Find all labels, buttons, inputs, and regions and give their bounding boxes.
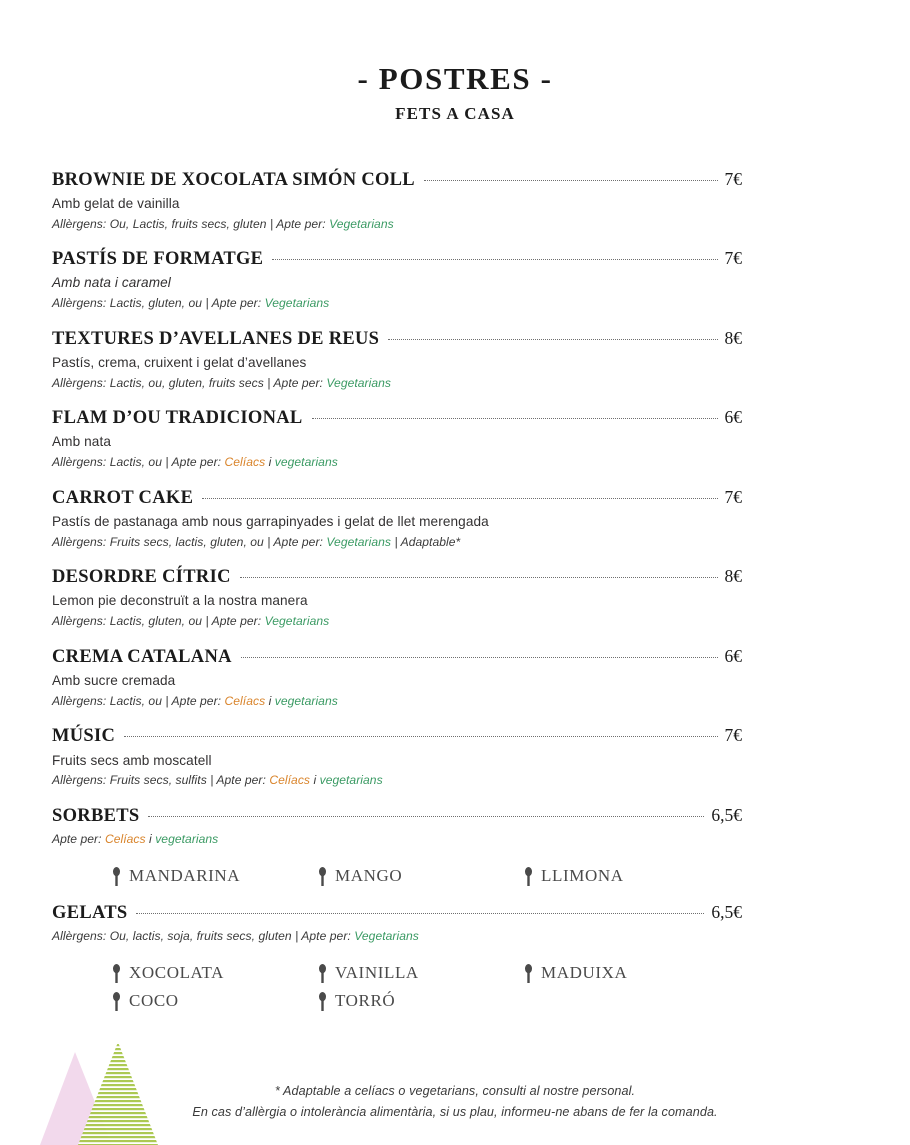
- allergens-label: Allèrgens:: [52, 693, 110, 708]
- menu-item: [52, 248, 742, 312]
- section-price: 6,5€: [711, 804, 742, 825]
- item-header: [52, 487, 742, 510]
- allergen-line: [52, 376, 742, 392]
- suitable-label: Apte per:: [211, 296, 265, 311]
- allergens-label: Allèrgens:: [52, 455, 110, 470]
- spoon-icon: [524, 867, 533, 886]
- suitable-vegetarian: vegetarians: [155, 832, 219, 847]
- item-description: Lemon pie deconstruït a la nostra manera: [52, 593, 308, 609]
- suitable-join: i: [265, 455, 275, 470]
- flavour-label: LLIMONA: [541, 865, 624, 885]
- allergen-line: [52, 929, 742, 945]
- flavour-label: MADUIXA: [541, 962, 628, 982]
- item-header: [52, 248, 742, 271]
- allergen-line: [52, 694, 742, 710]
- menu-item: [52, 725, 742, 789]
- spoon-icon: [112, 964, 121, 983]
- allergens-value: Ou, lactis, soja, fruits secs, gluten: [109, 928, 292, 943]
- item-price: 8€: [724, 327, 742, 348]
- suitable-label: Apte per:: [273, 375, 327, 390]
- flavour-item: [524, 963, 730, 983]
- menu-item: [52, 566, 742, 630]
- allergen-line: [52, 614, 742, 630]
- allergens-label: Allèrgens:: [52, 614, 110, 629]
- item-name: CARROT CAKE: [52, 487, 194, 508]
- flavour-item: [318, 991, 524, 1011]
- spoon-icon: [112, 992, 121, 1011]
- allergens-label: Allèrgens:: [52, 296, 110, 311]
- allergens-value: Fruits secs, sulfits: [109, 773, 207, 788]
- item-name: BROWNIE DE XOCOLATA SIMÓN COLL: [52, 169, 415, 190]
- menu-section-sorbets: [52, 805, 742, 886]
- dot-leader: [312, 418, 718, 419]
- suitable-label: Apte per:: [171, 693, 225, 708]
- item-price: 8€: [724, 566, 742, 587]
- allergens-label: Allèrgens:: [52, 375, 110, 390]
- spoon-icon: [112, 867, 121, 886]
- suitable-vegetarian: vegetarians: [319, 773, 383, 788]
- item-price: 6€: [724, 407, 742, 428]
- item-description: Pastís de pastanaga amb nous garrapinyades i gelat de llet merengada: [52, 513, 489, 529]
- flavour-list: [112, 866, 742, 886]
- suitable-celiac: Celíacs: [269, 773, 311, 788]
- dot-leader: [124, 736, 717, 737]
- dot-leader: [148, 816, 704, 817]
- allergens-value: Lactis, ou, gluten, fruits secs: [109, 375, 264, 390]
- allergens-value: Lactis, ou: [109, 693, 162, 708]
- spoon-icon: [524, 964, 533, 983]
- suitable-label: Apte per:: [52, 832, 105, 847]
- suitable-celiac: Celíacs: [104, 832, 146, 847]
- allergens-value: Lactis, ou: [109, 455, 162, 470]
- field-separator: |: [266, 216, 277, 231]
- field-separator: |: [202, 614, 212, 629]
- allergens-value: Lactis, gluten, ou: [109, 296, 203, 311]
- section-price: 6,5€: [711, 901, 742, 922]
- flavour-item: [112, 963, 318, 983]
- allergens-label: Allèrgens:: [52, 534, 110, 549]
- flavour-item: [524, 866, 730, 886]
- item-price: 6€: [724, 645, 742, 666]
- item-description: Amb nata i caramel: [52, 275, 171, 291]
- allergen-line: [52, 296, 742, 312]
- item-price: 7€: [724, 168, 742, 189]
- allergens-value: Fruits secs, lactis, gluten, ou: [109, 534, 264, 549]
- item-price: 7€: [724, 248, 742, 269]
- allergens-value: Lactis, gluten, ou: [109, 614, 203, 629]
- allergens-label: Allèrgens:: [52, 216, 110, 231]
- menu-item: [52, 407, 742, 471]
- dot-leader: [388, 339, 717, 340]
- flavour-label: VAINILLA: [335, 962, 419, 982]
- flavour-label: XOCOLATA: [129, 962, 225, 982]
- flavour-label: MANDARINA: [129, 865, 241, 885]
- suitable-label: Apte per:: [273, 534, 327, 549]
- suitable-join: i: [310, 773, 320, 788]
- item-header: [52, 805, 742, 828]
- item-header: [52, 566, 742, 589]
- flavour-label: MANGO: [335, 865, 403, 885]
- page-subtitle: FETS A CASA: [395, 104, 515, 124]
- flavour-item: [318, 866, 524, 886]
- item-header: [52, 646, 742, 669]
- spoon-icon: [318, 992, 327, 1011]
- allergens-label: Allèrgens:: [52, 773, 110, 788]
- suitable-label: Apte per:: [301, 928, 355, 943]
- flavour-label: COCO: [129, 990, 179, 1010]
- field-separator: |: [161, 455, 172, 470]
- field-separator: |: [291, 928, 302, 943]
- item-name: TEXTURES D’AVELLANES DE REUS: [52, 328, 380, 349]
- dot-leader: [202, 498, 717, 499]
- flavour-item: [112, 991, 318, 1011]
- item-name: FLAM D’OU TRADICIONAL: [52, 408, 303, 429]
- item-header: [52, 725, 742, 748]
- suitable-vegetarian: Vegetarians: [326, 534, 392, 549]
- suitable-label: Apte per:: [171, 455, 225, 470]
- suitable-vegetarian: Vegetarians: [326, 375, 392, 390]
- item-price: 7€: [724, 486, 742, 507]
- item-name: MÚSIC: [52, 726, 116, 747]
- allergens-label: Allèrgens:: [52, 928, 110, 943]
- suitable-vegetarian: Vegetarians: [354, 928, 419, 943]
- allergen-line: [52, 535, 742, 551]
- suitable-vegetarian: Vegetarians: [329, 216, 394, 231]
- item-header: [52, 328, 742, 351]
- adaptable-note: Adaptable*: [400, 534, 461, 549]
- item-description: Fruits secs amb moscatell: [52, 752, 212, 768]
- suitable-label: Apte per:: [211, 614, 265, 629]
- suitable-join: i: [145, 832, 156, 847]
- flavour-row: [112, 963, 742, 983]
- flavour-row: [112, 991, 742, 1011]
- flavour-label: TORRÓ: [335, 990, 396, 1010]
- spoon-icon: [318, 867, 327, 886]
- menu-item: [52, 646, 742, 710]
- field-separator: |: [161, 693, 172, 708]
- dot-leader: [272, 259, 717, 260]
- field-separator: |: [202, 296, 212, 311]
- section-name: GELATS: [52, 902, 128, 923]
- page-header: [0, 0, 910, 124]
- suitable-vegetarian: vegetarians: [274, 455, 338, 470]
- item-description: Amb sucre cremada: [52, 673, 176, 688]
- field-separator: |: [391, 534, 401, 549]
- menu-item: [52, 328, 742, 392]
- page-title: - POSTRES -: [357, 61, 553, 96]
- item-description: Amb gelat de vainilla: [52, 195, 180, 211]
- menu-body: [0, 124, 910, 1011]
- footer-notes: [0, 1081, 910, 1123]
- suitable-join: i: [265, 693, 275, 708]
- footer-note-allergy: En cas d’allèrgia o intolerància alimentària, si us plau, informeu-ne abans de fer la comanda.: [192, 1105, 718, 1120]
- item-price: 7€: [724, 725, 742, 746]
- item-header: [52, 902, 742, 925]
- allergen-line: [52, 217, 742, 233]
- field-separator: |: [263, 534, 274, 549]
- suitable-celiac: Celíacs: [224, 455, 266, 470]
- item-header: [52, 407, 742, 430]
- footer-note-adaptable: * Adaptable a celíacs o vegetarians, consulti al nostre personal.: [274, 1084, 636, 1099]
- suitable-celiac: Celíacs: [224, 693, 266, 708]
- item-header: [52, 169, 742, 192]
- dot-leader: [241, 657, 718, 658]
- spoon-icon: [318, 964, 327, 983]
- suitable-vegetarian: Vegetarians: [264, 296, 330, 311]
- menu-item: [52, 487, 742, 551]
- item-name: PASTÍS DE FORMATGE: [52, 249, 264, 270]
- menu-item: [52, 169, 742, 233]
- allergen-line: [52, 773, 742, 789]
- dot-leader: [240, 577, 718, 578]
- item-description: Pastís, crema, cruixent i gelat d’avellanes: [52, 354, 307, 370]
- suitable-label: Apte per:: [216, 773, 270, 788]
- field-separator: |: [206, 773, 217, 788]
- suitable-vegetarian: vegetarians: [274, 693, 338, 708]
- section-name: SORBETS: [52, 805, 140, 826]
- flavour-item: [318, 963, 524, 983]
- menu-list: [52, 124, 742, 1011]
- suitable-vegetarian: Vegetarians: [264, 614, 330, 629]
- flavour-row: [112, 866, 742, 886]
- menu-section-gelats: [52, 902, 742, 1011]
- dot-leader: [136, 913, 704, 914]
- allergens-value: Ou, Lactis, fruits secs, gluten: [109, 216, 267, 231]
- dot-leader: [424, 180, 718, 181]
- flavour-item: [112, 866, 318, 886]
- item-name: CREMA CATALANA: [52, 646, 232, 667]
- allergen-line: [52, 832, 742, 848]
- allergen-line: [52, 455, 742, 471]
- suitable-label: Apte per:: [276, 216, 330, 231]
- field-separator: |: [263, 375, 274, 390]
- item-description: Amb nata: [52, 434, 111, 450]
- item-name: DESORDRE CÍTRIC: [52, 567, 231, 588]
- flavour-list: [112, 963, 742, 1011]
